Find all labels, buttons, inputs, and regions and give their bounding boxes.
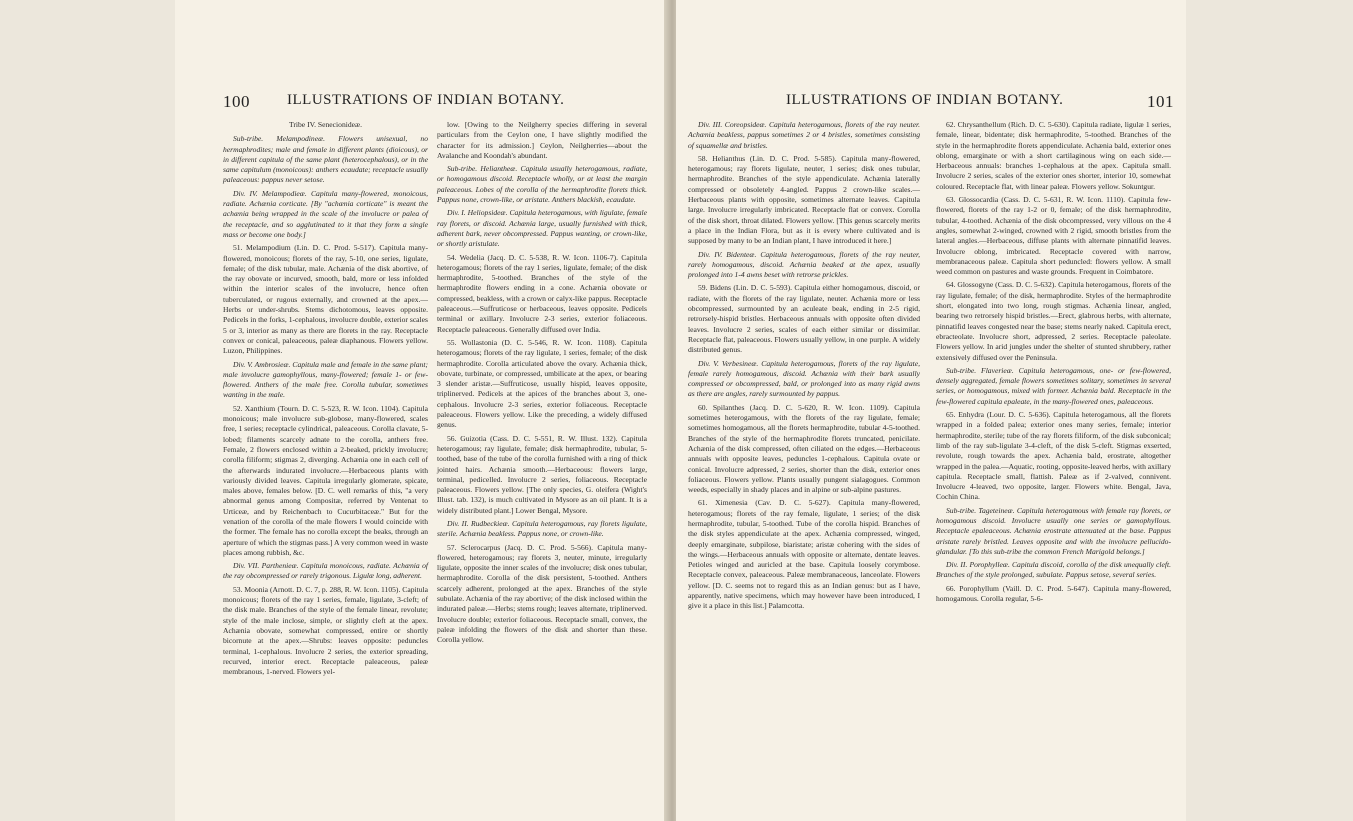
genus-paragraph: 63. Glossocardia (Cass. D. C. 5-631, R. W. Icon. 1110). Capitula few-flowered, florets of the ray 1-2 or 0, female; of the disk hermaphrodite, tubular, 4-toothed. Achænia of the disk obcompressed, very villous on the 4 angles, somewhat 2-winged, crowned with 2 rigid, smooth bristles from the lateral angles.—Herbaceous, diffuse plants with alternate pinnatifid leaves. Involucre oblong, imbricated. Receptacle covered with narrow, membranaceous paleæ. Capitula short peduncled: flowers yellow. A small weed common on pastures and waste grounds. Frequent in Coimbatore. bbox=[936, 195, 1171, 277]
genus-paragraph: 66. Porophyllum (Vaill. D. C. Prod. 5-647). Capitula many-flowered, homogamous. Corolla regular, 5-6- bbox=[936, 583, 1171, 604]
genus-paragraph: 57. Sclerocarpus (Jacq. D. C. Prod. 5-566). Capitula many-flowered, heterogamous; ray florets 3, neuter, minute, irregularly ligulate, opposite the inner scales of the involucre; disk ones tubular, hermaphrodite. Corolla of the disk persistent, 5-toothed. Anthers scarcely adherent, prolonged at the apex. Branches of the style subulate. Achænia of the ray abortive; of the disk inclosed within the indurated paleæ.—Herbs; stems rough; leaves alternate, triplinerved. Involucre double; exterior foliaceous. Receptacle small, convex, the paleæ infolding the flowers of the disk and shorter than these. Corolla yellow. bbox=[437, 542, 647, 645]
genus-paragraph: 58. Helianthus (Lin. D. C. Prod. 5-585). Capitula many-flowered, heterogamous; ray florets ligulate, neuter, 1 series; disk ones tubular, hermaphrodite. Branches of the style appendiculate. Achænia laterally compressed or obsoletely 4-angled. Pappus 2 crown-like scales.—Herbaceous plants with opposite, sometimes alternate leaves. Capitula large. Involucre irregularly imbricated. Receptacle flat or convex. Corolla of the disk short, throat dilated. Flowers yellow. [This genus scarcely merits a place in the Indian Flora, but as it is every where cultivated and is supposed by many to be an Indian plant, I have introduced it here.] bbox=[688, 153, 920, 246]
genus-paragraph: 56. Guizotia (Cass. D. C. 5-551, R. W. Illust. 132). Capitula heterogamous; ray ligulate, female; disk hermaphrodite, tubular, 5-toothed, base of the tube of the corolla furnished with a ring of thick jointed hairs. Achænia smooth.—Herbaceous: flowers large, terminal, pedicelled. Involucre 2 series, foliaceous. Receptacle paleaceous. Flowers yellow. [The only species, G. oleifera (Wight's Illust. tab. 132), is much cultivated in Mysore as an oil plant. It is a widely distributed plant.] Lower Bengal, Mysore. bbox=[437, 433, 647, 515]
diagnosis-paragraph: Div. III. Coreopsideæ. Capitula heterogamous, florets of the ray neuter. Achænia beakless, pappus sometimes 2 or 4 bristles, sometimes consisting of squamellæ and bristles. bbox=[688, 120, 920, 150]
background-right bbox=[1186, 0, 1353, 821]
left-column-1 bbox=[223, 120, 428, 680]
diagnosis-paragraph: Div. I. Heliopsideæ. Capitula heterogamous, with ligulate, female ray florets, or discoid. Achænia large, usually furnished with thick, adherent bark, never obcompressed. Pappus wanting, or crown-like, or shortly aristulate. bbox=[437, 208, 647, 249]
genus-paragraph: 60. Spilanthes (Jacq. D. C. 5-620, R. W. Icon. 1109). Capitula sometimes heterogamous, with the florets of the ray ligulate, female; sometimes homogamous, all the florets hermaphrodite, tubular 4-5-toothed. Branches of the style of the hermaphrodite florets truncated, penicilate. Achænia of the disk compressed, often ciliated on the edges.—Herbaceous annuals with opposite leaves, peduncles 1-cephalous. Capitula ovate or conical. Involucre adpressed, 2 series, shorter than the disk, exterior ones foliaceous. Flowers yellow. Plants usually pungent sialagogues. Common weeds, especially in shady places and in alpine or sub-alpine pastures. bbox=[688, 402, 920, 495]
diagnosis-paragraph: Sub-tribe. Tageteineæ. Capitula heterogamous with female ray florets, or homogamous discoid. Involucre usually one series or gamophyllous. Receptacle epaleaceous. Achænia erostrate attenuated at the base. Pappus aristate rarely bristled. Leaves opposite and with the involucre pellucido-glandular. [To this sub-tribe the common French Marigold belongs.] bbox=[936, 505, 1171, 556]
left-running-title: ILLUSTRATIONS OF INDIAN BOTANY. bbox=[287, 92, 565, 108]
left-page-header bbox=[175, 92, 670, 112]
genus-paragraph: 55. Wollastonia (D. C. 5-546, R. W. Icon. 1108). Capitula heterogamous; florets of the ray ligulate, 1 series, female; of the disk hermaphrodite. Corolla articulated above the ovary. Achænia thick, obovate, turbinate, or compressed, umbilicate at the apex, or bearing 3 slender aristæ.—Suffruticose, usually hispid, leaves opposite, triplinerved. Pedicels at the apices of the branches about 3, one-cephalous. Involucre 2-3 series, exterior foliaceous. Receptacle paleaceous. Flowers yellow. Like the preceding, a widely diffused genus. bbox=[437, 337, 647, 430]
genus-paragraph: 54. Wedelia (Jacq. D. C. 5-538, R. W. Icon. 1106-7). Capitula heterogamous; florets of the ray 1 series, ligulate, female; of the disk hermaphrodite, 5-toothed. Branches of the style of the hermaphrodite flowers ending in a cone. Achænia obovate or compressed, beakless, with a crown or calyx-like pappus. Receptacle paleaceous.—Suffruticose or herbaceous, leaves opposite. Pedicels terminal or axillary. Involucre 2-3 series, exterior foliaceous. Receptacle paleaceous. Generally diffused over India. bbox=[437, 252, 647, 334]
genus-paragraph: 51. Melampodium (Lin. D. C. Prod. 5-517). Capitula many-flowered, monoicous; florets of the ray, 5-10, one series, ligulate, female; of the disk tubular, male. Achænia of the disk abortive, of the ray obovate or incurved, smooth, bald, more or less infolded within the interior scales of the involucre, hence often tuberculated, or rugous externally, and crowned at the apex.—Herbs or under-shrubs. Stems dichotomous, leaves opposite. Pedicels in the forks, 1-cephalous, involucre double, exterior scales 5 or 3, interior as many as there are florets in the ray. Receptacle convex or conical, paleaceous, paleæ diaphanous. Flowers yellow. Luzon, Philippines. bbox=[223, 243, 428, 356]
diagnosis-paragraph: Sub-tribe. Helianthеæ. Capitula usually heterogamous, radiate, or homogamous discoid. Receptacle wholly, or at least the margin paleaceous. Lobes of the corolla of the hermaphrodite florets thick. Pappus none, crown-like, or aristate. Anthers blackish, ecaudate. bbox=[437, 164, 647, 205]
diagnosis-paragraph: Sub-tribe. Flaverieæ. Capitula heterogamous, one- or few-flowered, densely aggregated, female flowers sometimes solitary, sometimes in several series, or homogamous, mixed with former. Achænia bald. Receptacle in the few-flowered capitula epaleate, in the many-flowered ones, paleaceous. bbox=[936, 365, 1171, 406]
left-page-number: 100 bbox=[223, 92, 250, 111]
left-column-2 bbox=[437, 120, 647, 649]
left-page bbox=[175, 0, 670, 821]
diagnosis-paragraph: Div. II. Rudbeckieæ. Capitula heterogamous, ray florets ligulate, sterile. Achænia beakless. Pappus none, or crown-like. bbox=[437, 518, 647, 539]
right-column-1 bbox=[688, 120, 920, 615]
diagnosis-paragraph: Div. II. Porophylleæ. Capitula discoid, corolla of the disk unequally cleft. Branches of the style prolonged, subulate. Pappus setose, several series. bbox=[936, 560, 1171, 580]
right-page-header bbox=[676, 92, 1186, 112]
diagnosis-paragraph: Div. VII. Parthenieæ. Capitula monoicous, radiate. Achænia of the ray obcompressed or rarely trigonous. Ligulæ long, adherent. bbox=[223, 561, 428, 581]
genus-paragraph: 61. Ximenesia (Cav. D. C. 5-627). Capitula many-flowered, heterogamous; florets of the ray female, ligulate, 1 series; of the disk hermaphrodite, tubular, 5-toothed. Tube of the corolla hispid. Branches of the disk styles appendiculate at the apex. Achænia compressed, winged, deeply emarginate, subpilose, biaristate; aristæ cohering with the sides of the wings.—Herbaceous annuals with opposite or alternate, dentate leaves. Petioles winged and auricled at the base. Capitula loosely corymbose. Receptacle convex, paleaceous. Paleæ membranaceous, lanceolate. Flowers yellow. [D. C. seems not to regard this as an Indian genus: but as I have, apparently, native specimens, which may however have been introduced, I give it a place in this list.] Palamcotta. bbox=[688, 498, 920, 611]
right-running-title: ILLUSTRATIONS OF INDIAN BOTANY. bbox=[786, 92, 1064, 108]
genus-paragraph: low. [Owing to the Neilgherry species differing in several particulars from the Ceylon one, I have slightly modified the character for its admission.] Ceylon, Neilgherries—about the Avalanche and Koondah's abundant. bbox=[437, 120, 647, 160]
genus-paragraph: 52. Xanthium (Tourn. D. C. 5-523, R. W. Icon. 1104). Capitula monoicous; male involucre sub-globose, many-flowered, scales free, 1 series; receptacle cylindrical, paleaceous. Corolla clavate, 5-lobed; filaments scarcely adnate to the corolla, anthers free. Female, 2 flowers enclosed within a 2-beaked, prickly involucre; corolla filiform; stigmas 2, diverging. Achænia one in each cell of the afterwards indurated involucre.—Herbaceous plants with variously divided leaves. Capitula irregularly glomerate, spicate, males above, females below. [D. C. well remarks of this, "a very abnormal genus among Compositæ, referred by Ventenat to Urticeæ, and by Reichenbach to Cucurbitaceæ." But for the venation of the corolla of the male flowers I would coincide with the former. The female has no corolla except the beaks, through an aperture of which the stigmas pass.] A very common weed in waste places among rubbish, &c. bbox=[223, 403, 428, 557]
diagnosis-paragraph: Div. IV. Melampodieæ. Capitula many-flowered, monoicous, radiate. Achænia corticate. [By "achænia corticate" is meant the achænia being wrapped in the scale of the involucre or palea of the receptacle, and so agglutinated to it that they form a single mass or become one body.] bbox=[223, 188, 428, 239]
right-page-number: 101 bbox=[1147, 92, 1174, 111]
background-left bbox=[0, 0, 175, 821]
section-heading: Tribe IV. Senecionideæ. bbox=[289, 120, 362, 129]
genus-paragraph: 65. Enhydra (Lour. D. C. 5-636). Capitula heterogamous, all the florets wrapped in a folded palea; exterior ones many series, female; interior hermaphrodite, sterile; tube of the ray florets filiform, of the disk subconical; limb of the ray sub-ligulate 3-4-cleft, of the disk 5-cleft. Stigmas exserted, revolute, rough towards the apex. Achænia bald, erostrate, altogether wrapped in the palea.—Aquatic, rooting, opposite-leaved herbs, with axillary capitula. Receptacle small, flattish. Paleæ as if 2-valved, connivent. Involucre 4-leaved, two opposite, larger. Flowers white. Bengal, Java, Cochin China. bbox=[936, 410, 1171, 502]
right-column-2 bbox=[936, 120, 1171, 607]
genus-paragraph: 64. Glossogyne (Cass. D. C. 5-632). Capitula heterogamous, florets of the ray ligulate, female; of the disk, hermaphrodite. Styles of the hermaphrodite short, elongated into two long, rough stigmas. Achænia linear, angled, bearing two retrorsely hispid bristles.—Erect, glabrous herbs, with alternate, pinnatifid leaves congested near the base; stems nearly naked. Capitula erect, ebracteolate. Involucre short, adpressed, 2 series. Receptacle paleolate. Flowers yellow. In arid jungles under the shelter of stunted shrubbery, rather extensively diffused over the Peninsula. bbox=[936, 280, 1171, 362]
diagnosis-paragraph: Sub-tribe. Melampodineæ. Flowers unisexual, no hermaphrodites; male and female in different plants (dioicous), or in different capitula of the same plant (heterocephalous), or in the same capitulum (monoicous): anthers ecaudate; receptacle usually paleaceous: pappus never setose. bbox=[223, 134, 428, 185]
genus-paragraph: 53. Moonia (Arnott. D. C. 7, p. 288, R. W. Icon. 1105). Capitula monoicous; florets of the ray 1 series, female, ligulate, 3-cleft; of the disk male. Branches of the style of the female linear, revolute; style of the male inclose, simple, or slightly cleft at the apex. Achænia obovate, somewhat compressed, entire or shortly bicornute at the apex.—Shrubs: leaves opposite: peduncles terminal, 1-cephalous. Involucre 2 series, the exterior spreading, recurved, interior erect. Receptacle paleaceous, paleæ membranous, 1-nerved. Flowers yel- bbox=[223, 584, 428, 677]
diagnosis-paragraph: Div. IV. Bidentеæ. Capitula heterogamous, florets of the ray neuter, rarely homogamous, discoid. Achænia beaked at the apex, usually prolonged into 1-4 awns beset with retrorse prickles. bbox=[688, 249, 920, 280]
genus-paragraph: 62. Chrysanthellum (Rich. D. C. 5-630). Capitula radiate, ligulæ 1 series, female, linear, bidentate; disk hermaphrodite, 5-toothed. Branches of the style in the hermaphrodite florets appendiculate. Achænia bald, exterior ones oblong, emarginate or with a short cartilaginous wing on each side.—Herbaceous annuals: branches 1-cephalous at the apex. Capitula small. Involucre 2 series, scales of the exterior ones shorter, interior 10, somewhat coloured. Receptacle flat, with linear paleæ. Flowers yellow. Sokuntgur. bbox=[936, 120, 1171, 191]
diagnosis-paragraph: Div. V. Verbesineæ. Capitula heterogamous, florets of the ray ligulate, female rarely homogamous, discoid. Achænia with their bark usually compressed or obcompressed, bald, or prolonged into as many rigid awns as there are angles, rarely surmounted by pappus. bbox=[688, 358, 920, 399]
diagnosis-paragraph: Div. V. Ambrosieæ. Capitula male and female in the same plant; male involucre gamophyllous, many-flowered; female 1- or few-flowered. Anthers of the male free. Corolla tubular, sometimes wanting in the male. bbox=[223, 359, 428, 400]
genus-paragraph: 59. Bidens (Lin. D. C. 5-593). Capitula either homogamous, discoid, or radiate, with the florets of the ray ligulate, neuter. Achænia more or less obcompressed, surmounted by an aculeate beak, ending in 2-5 rigid, retrorsely-hispid bristles. Herbaceous annuals with opposite often divided leaves. Involucre 2 series, scales of each either similar or dissimilar. Receptacle flat, paleaceous. Flowers usually yellow, in one purple. A widely distributed genus. bbox=[688, 283, 920, 355]
right-page bbox=[676, 0, 1186, 821]
